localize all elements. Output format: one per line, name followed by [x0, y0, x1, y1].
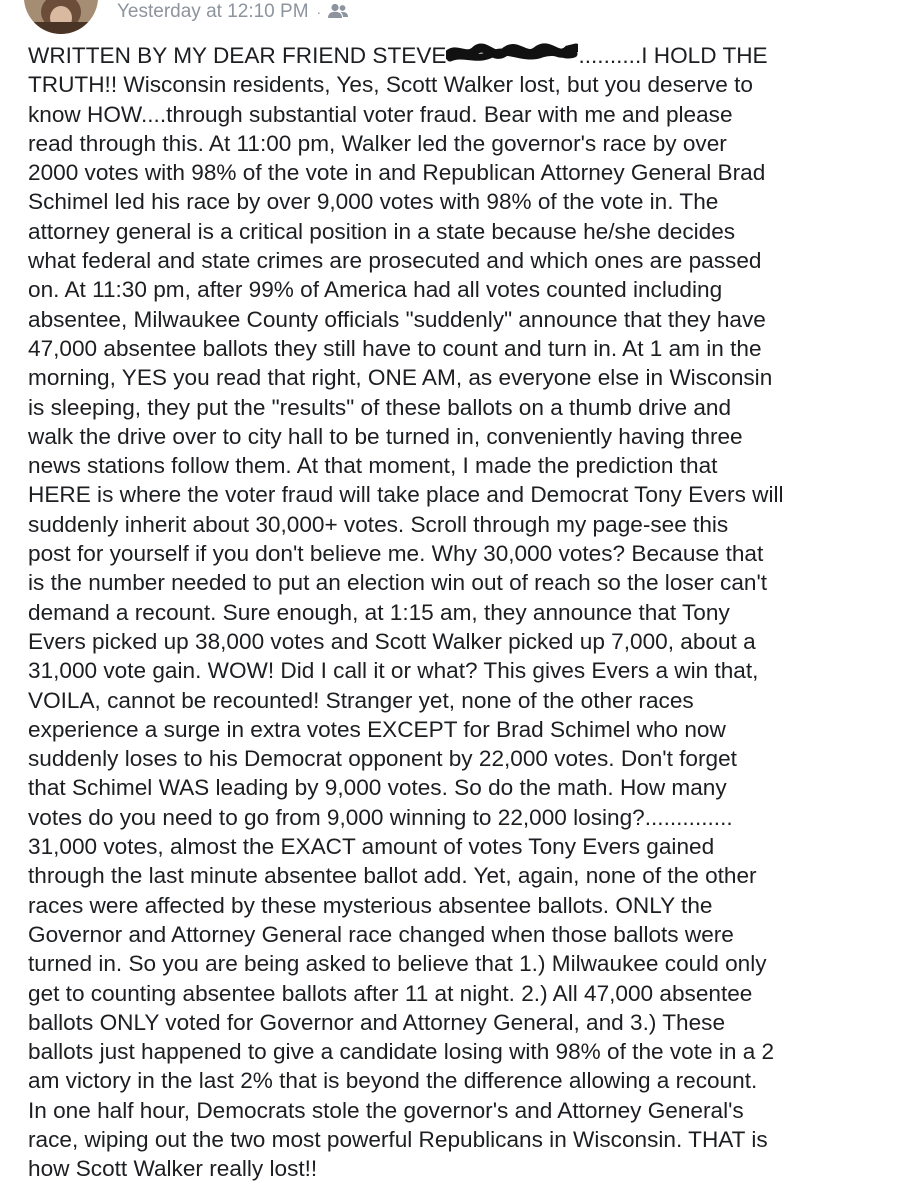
post-line: demand a recount. Sure enough, at 1:15 am, they announce that Tony	[28, 599, 730, 625]
post-line: Evers picked up 38,000 votes and Scott Walker picked up 7,000, about a	[28, 628, 756, 654]
post-line: suddenly loses to his Democrat opponent by 22,000 votes. Don't forget	[28, 746, 737, 772]
post-line: Governor and Attorney General race changed when those ballots were	[28, 921, 734, 947]
post-line: ballots ONLY voted for Governor and Attorney General, and 3.) These	[28, 1009, 726, 1035]
post-line: TRUTH!! Wisconsin residents, Yes, Scott Walker lost, but you deserve to	[28, 72, 753, 98]
post-line-text: WRITTEN BY MY DEAR FRIEND STEVE	[28, 43, 447, 68]
post-header	[0, 0, 901, 30]
post-line: is sleeping, they put the "results" of these ballots on a thumb drive and	[28, 394, 732, 420]
post-line: what federal and state crimes are prosecuted and which ones are passed	[28, 248, 762, 274]
post-line: attorney general is a critical position in a state because he/she decides	[28, 218, 736, 244]
post-line: races were affected by these mysterious absentee ballots. ONLY the	[28, 892, 713, 918]
friends-icon[interactable]	[327, 3, 349, 19]
post-line: get to counting absentee ballots after 11 at night. 2.) All 47,000 absentee	[28, 980, 753, 1006]
redaction-scribble	[446, 41, 578, 70]
avatar[interactable]	[24, 0, 98, 34]
post-line: turned in. So you are being asked to believe that 1.) Milwaukee could only	[28, 951, 767, 977]
post-line: know HOW....through substantial voter fraud. Bear with me and please	[28, 101, 733, 127]
post-line: 2000 votes with 98% of the vote in and Republican Attorney General Brad	[28, 160, 766, 186]
post-line: read through this. At 11:00 pm, Walker led the governor's race by over	[28, 130, 727, 156]
post-timestamp[interactable]: Yesterday at 12:10 PM	[117, 1, 309, 22]
post-line: on. At 11:30 pm, after 99% of America had all votes counted including	[28, 277, 723, 303]
post-body	[28, 41, 888, 1184]
post-meta	[117, 0, 349, 24]
post-line: Schimel led his race by over 9,000 votes with 98% of the vote in. The	[28, 189, 719, 215]
post-line: race, wiping out the two most powerful Republicans in Wisconsin. THAT is	[28, 1126, 768, 1152]
post-line: VOILA, cannot be recounted! Stranger yet, none of the other races	[28, 687, 694, 713]
post-line: morning, YES you read that right, ONE AM, as everyone else in Wisconsin	[28, 365, 773, 391]
post-line: that Schimel WAS leading by 9,000 votes. So do the math. How many	[28, 775, 727, 801]
post-line: post for yourself if you don't believe me. Why 30,000 votes? Because that	[28, 541, 764, 567]
post-line: absentee, Milwaukee County officials "suddenly" announce that they have	[28, 306, 766, 332]
post-line: ballots just happened to give a candidate losing with 98% of the vote in a 2	[28, 1039, 775, 1065]
meta-separator: ·	[316, 4, 322, 20]
post-line: am victory in the last 2% that is beyond the difference allowing a recount.	[28, 1068, 758, 1094]
post-line: 47,000 absentee ballots they still have to count and turn in. At 1 am in the	[28, 335, 762, 361]
post-line: experience a surge in extra votes EXCEPT for Brad Schimel who now	[28, 716, 726, 742]
post-line: suddenly inherit about 30,000+ votes. Scroll through my page-see this	[28, 511, 729, 537]
post-line: through the last minute absentee ballot add. Yet, again, none of the other	[28, 863, 757, 889]
post-line	[28, 41, 888, 70]
post-line: In one half hour, Democrats stole the governor's and Attorney General's	[28, 1097, 744, 1123]
post-line: walk the drive over to city hall to be turned in, conveniently having three	[28, 423, 743, 449]
post-line: 31,000 vote gain. WOW! Did I call it or what? This gives Evers a win that,	[28, 658, 759, 684]
post-line: is the number needed to put an election win out of reach so the loser can't	[28, 570, 768, 596]
post-line: news stations follow them. At that moment, I made the prediction that	[28, 453, 718, 479]
post-line: HERE is where the voter fraud will take place and Democrat Tony Evers will	[28, 482, 784, 508]
post-line: how Scott Walker really lost!!	[28, 1156, 318, 1182]
post-line-text-tail: ..........I HOLD THE	[578, 43, 768, 68]
post-line: votes do you need to go from 9,000 winning to 22,000 losing?..............	[28, 804, 733, 830]
post-line: 31,000 votes, almost the EXACT amount of votes Tony Evers gained	[28, 834, 715, 860]
